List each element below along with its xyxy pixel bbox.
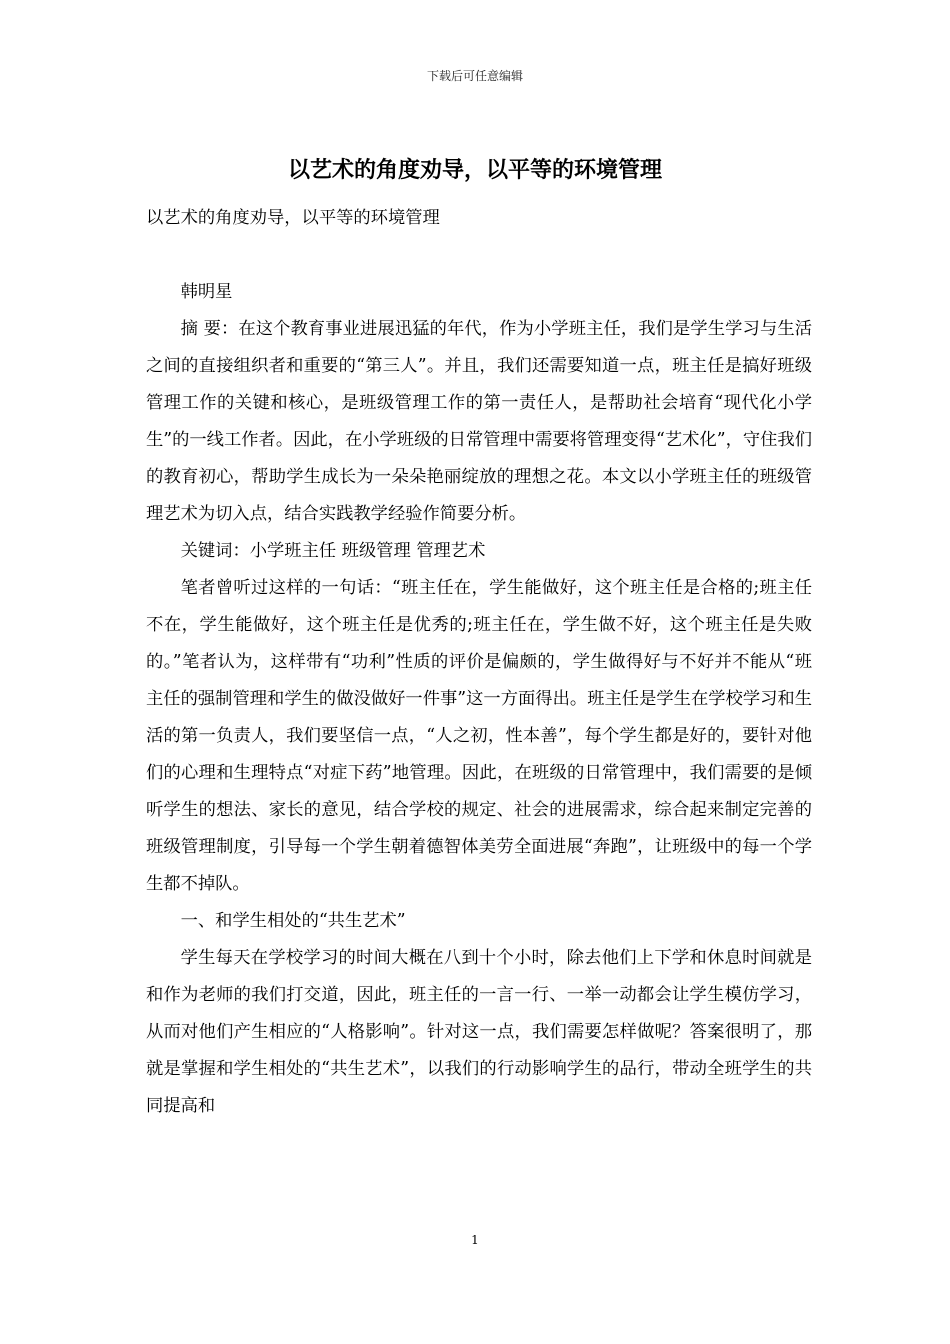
author-name: 韩明星 — [180, 282, 233, 302]
page-header-note: 下载后可任意编辑 — [426, 69, 523, 83]
body-paragraph: 学生每天在学校学习的时间大概在八到十个小时，除去他们上下学和休息时间就是和作为老师的我们打交道，因此，班主任的一言一行、一举一动都会让学生模仿学习，从而对他们产生相应的“人格影响”。针对这一点，我们需要怎样做呢？答案很明了，那就是掌握和学生相处的“共生艺术”，以我们的行动影响学生的品行，带动全班学生的共同提高和 — [146, 948, 812, 1116]
page-number: 1 — [471, 1233, 479, 1247]
keywords-line: 关键词：小学班主任 班级管理 管理艺术 — [180, 541, 486, 561]
section-heading: 一、和学生相处的“共生艺术” — [180, 911, 406, 931]
document-title: 以艺术的角度劝导，以平等的环境管理 — [287, 157, 662, 183]
abstract-paragraph: 摘 要：在这个教育事业进展迅猛的年代，作为小学班主任，我们是学生学习与生活之间的直接组织者和重要的“第三人”。并且，我们还需要知道一点，班主任是搞好班级管理工作的关键和核心，是班级管理工作的第一责任人，是帮助社会培育“现代化小学生”的一线工作者。因此，在小学班级的日常管理中需要将管理变得“艺术化”，守住我们的教育初心，帮助学生成长为一朵朵艳丽绽放的理想之花。本文以小学班主任的班级管理艺术为切入点，结合实践教学经验作简要分析。 — [146, 319, 812, 524]
body-paragraph: 笔者曾听过这样的一句话：“班主任在，学生能做好，这个班主任是合格的;班主任不在，学生能做好，这个班主任是优秀的;班主任在，学生做不好，这个班主任是失败的。”笔者认为，这样带有“功利”性质的评价是偏颇的，学生做得好与不好并不能从“班主任的强制管理和学生的做没做好一件事”这一方面得出。班主任是学生在学校学习和生活的第一负责人，我们要坚信一点，“人之初，性本善”，每个学生都是好的，要针对他们的心理和生理特点“对症下药”地管理。因此，在班级的日常管理中，我们需要的是倾听学生的想法、家长的意见，结合学校的规定、社会的进展需求，综合起来制定完善的班级管理制度，引导每一个学生朝着德智体美劳全面进展“奔跑”，让班级中的每一个学生都不掉队。 — [146, 578, 812, 894]
spacer — [146, 237, 812, 274]
document-body — [146, 200, 812, 1125]
subtitle: 以艺术的角度劝导，以平等的环境管理 — [146, 208, 440, 228]
